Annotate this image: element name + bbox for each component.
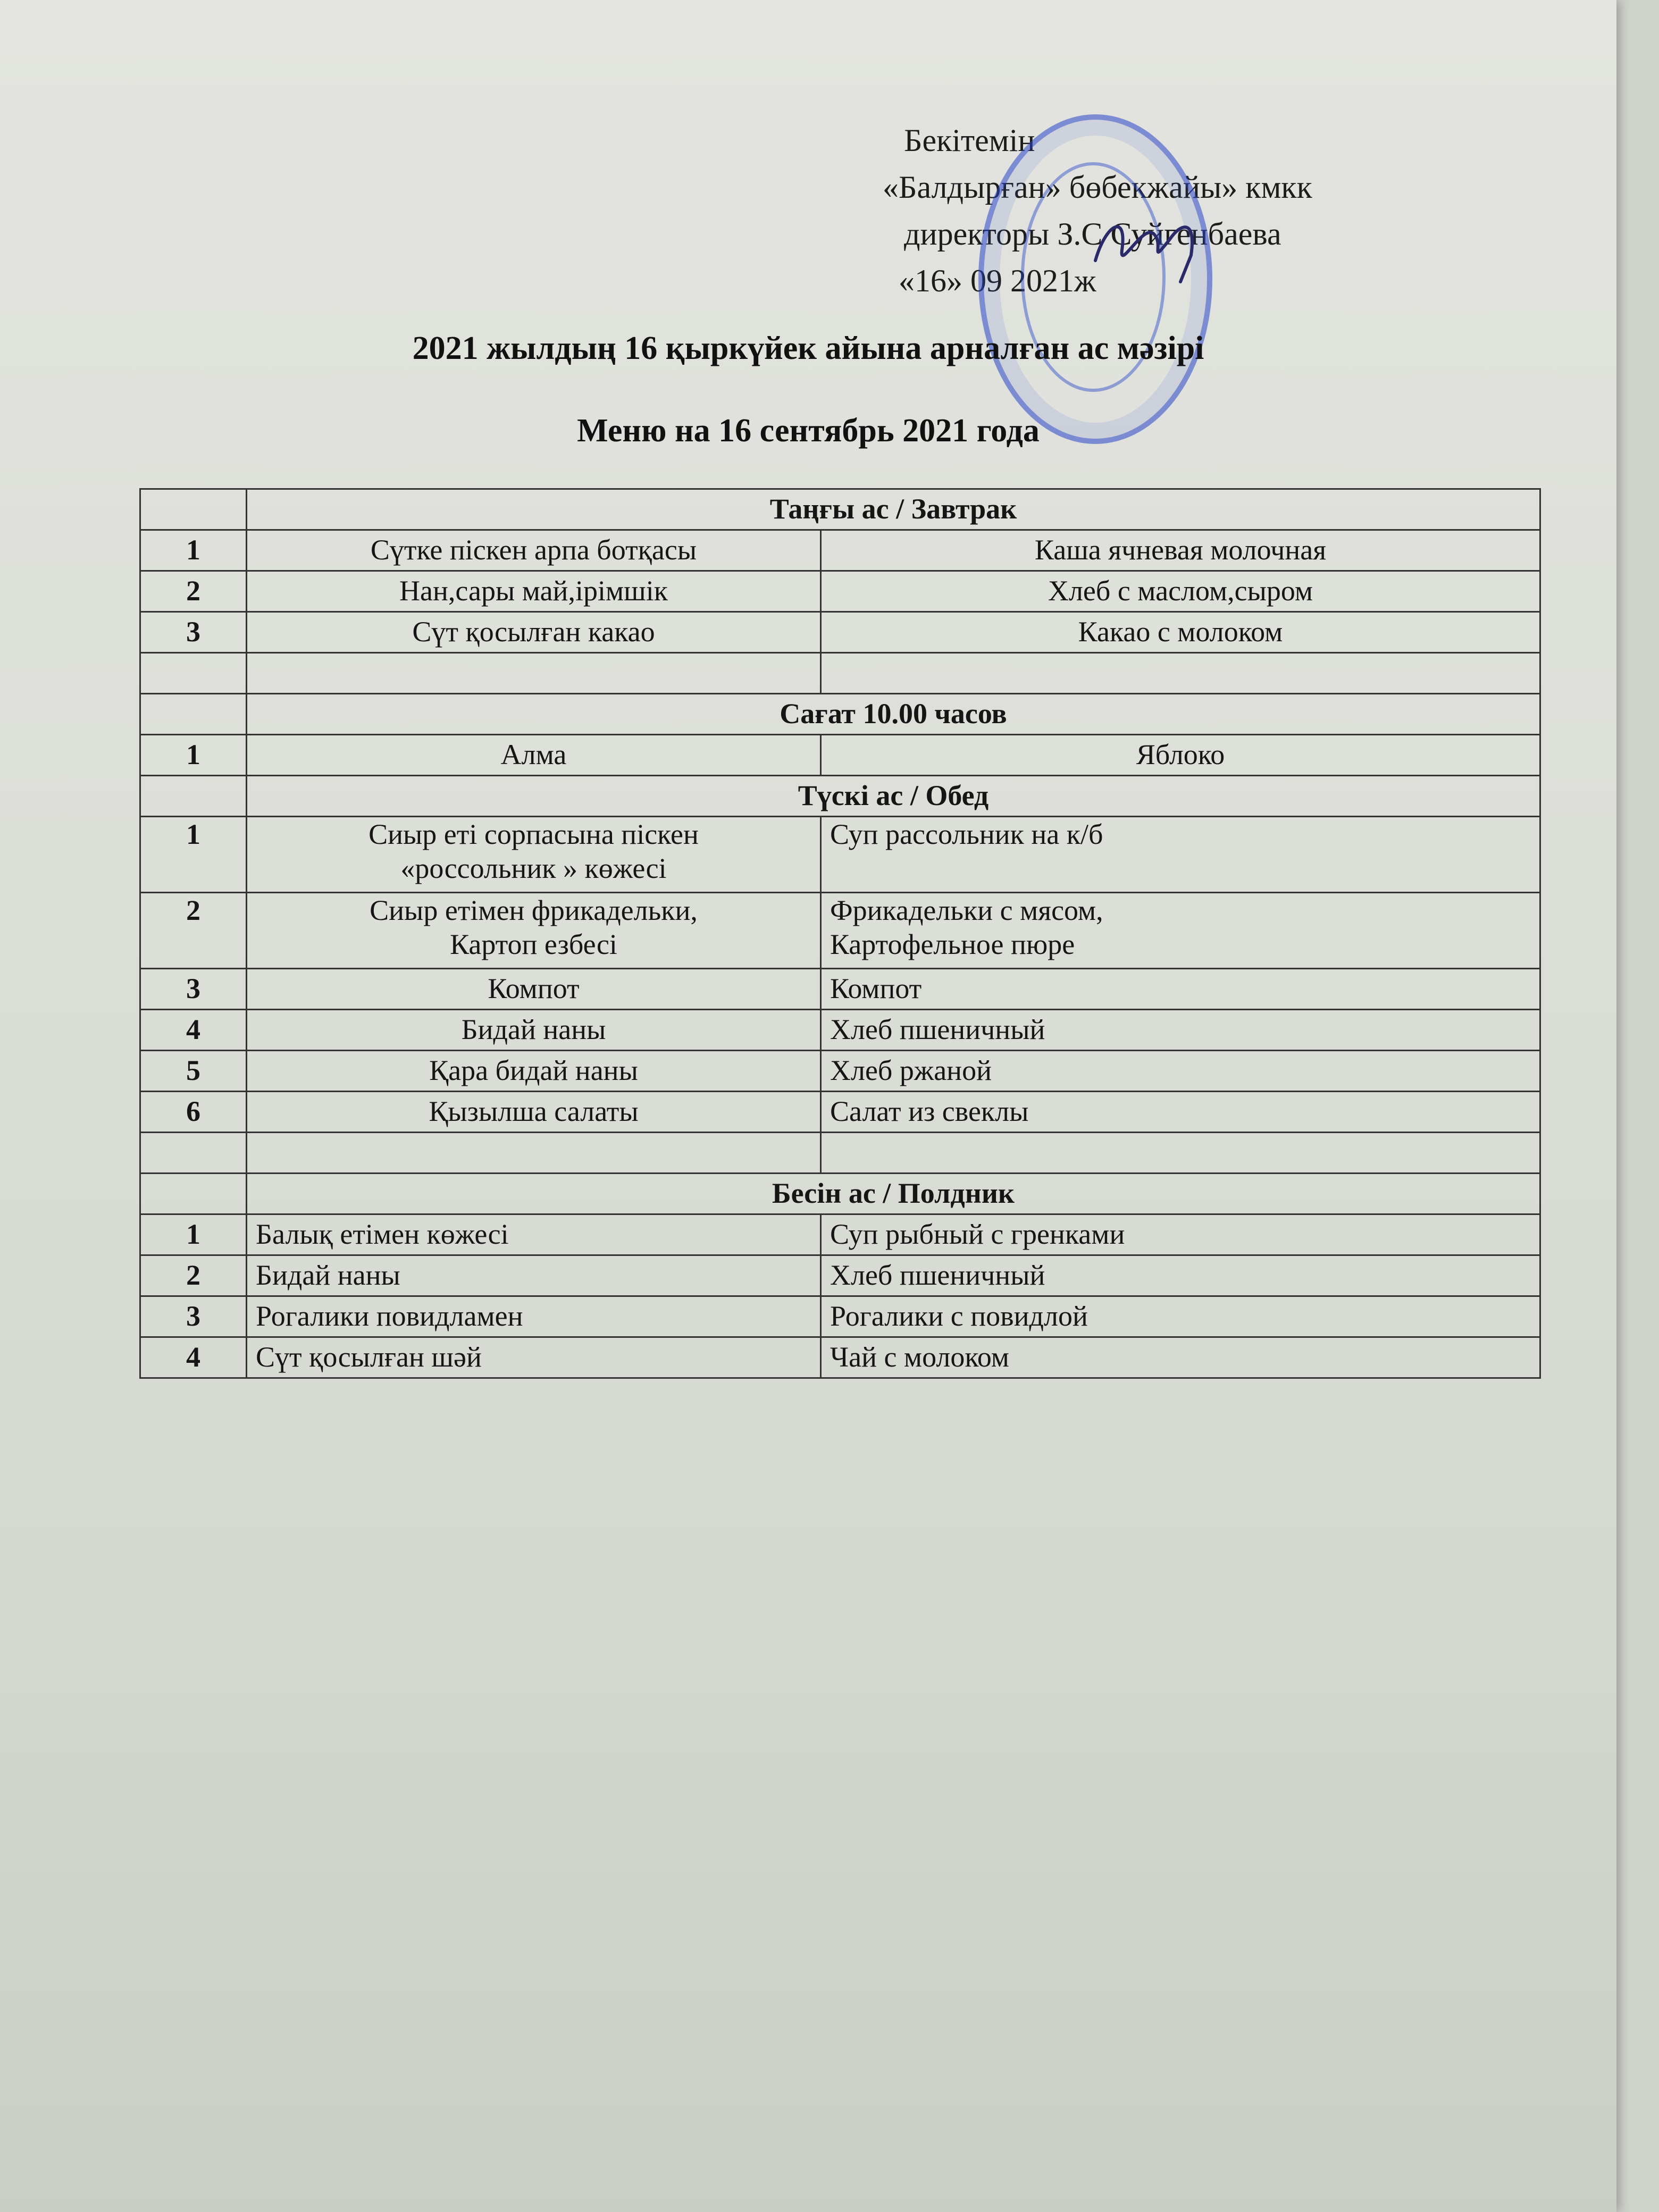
row-number: 1 [140,817,247,893]
dish-ru: Чай с молоком [821,1337,1540,1378]
row-number: 2 [140,1255,247,1296]
table-row [140,1051,1540,1092]
row-number: 2 [140,571,247,612]
menu-table [139,488,1541,1379]
table-row [140,1337,1540,1378]
approval-line-4: «16» 09 2021ж [899,263,1096,298]
dish-kz: Қызылша салаты [247,1092,821,1133]
section-title: Бесін ас / Полдник [247,1174,1540,1214]
dish-ru: Хлеб с маслом,сыром [821,571,1540,612]
dish-ru: Какао с молоком [821,612,1540,653]
section-title: Түскі ас / Обед [247,776,1540,817]
dish-kz [247,817,821,893]
row-number: 3 [140,1296,247,1337]
row-number: 2 [140,893,247,969]
dish-ru: Компот [821,969,1540,1010]
dish-kz [247,893,821,969]
dish-ru [821,817,1540,893]
row-number: 5 [140,1051,247,1092]
section-title: Сағат 10.00 часов [247,694,1540,735]
dish-kz: Сүтке піскен арпа ботқасы [247,530,821,571]
dish-kz: Компот [247,969,821,1010]
dish-kz-line1: Сиыр еті сорпасына піскен [368,818,699,850]
row-number: 6 [140,1092,247,1133]
title-russian: Меню на 16 сентябрь 2021 года [577,413,1040,449]
approval-line-3: директоры З.С Суйгенбаева [904,216,1281,252]
dish-ru-line1: Суп рассольник на к/б [830,818,1103,850]
dish-kz: Рогалики повидламен [247,1296,821,1337]
title-kazakh: 2021 жылдың 16 қыркүйек айына арналған ас мәзірі [412,330,1204,366]
table-row [140,893,1540,969]
table-row [140,817,1540,893]
table-row [140,612,1540,653]
dish-kz: Сүт қосылған какао [247,612,821,653]
table-row [140,969,1540,1010]
section-header-breakfast [140,489,1540,530]
row-number: 4 [140,1337,247,1378]
row-number: 1 [140,1214,247,1255]
dish-kz: Бидай наны [247,1255,821,1296]
section-header-afternoon [140,1174,1540,1214]
row-number: 1 [140,530,247,571]
section-header-snack [140,694,1540,735]
row-number: 3 [140,612,247,653]
dish-ru-line1: Фрикадельки с мясом, [830,894,1103,926]
approval-line-1: Бекітемін [904,123,1035,158]
row-number: 1 [140,735,247,776]
dish-kz: Сүт қосылған шәй [247,1337,821,1378]
dish-kz-line1: Сиыр етімен фрикадельки, [370,894,698,926]
dish-ru-line2: Картофельное пюре [830,928,1075,960]
dish-ru: Суп рыбный с гренками [821,1214,1540,1255]
section-header-lunch [140,776,1540,817]
empty-row [140,653,1540,694]
table-row [140,735,1540,776]
table-row [140,571,1540,612]
empty-row [140,1133,1540,1174]
row-number: 4 [140,1010,247,1051]
row-number: 3 [140,969,247,1010]
dish-kz: Балық етімен көжесі [247,1214,821,1255]
dish-kz: Нан,сары май,ірімшік [247,571,821,612]
approval-line-2: «Балдырған» бөбекжайы» кмкк [883,170,1312,205]
dish-kz: Қара бидай наны [247,1051,821,1092]
table-row [140,1296,1540,1337]
table-row [140,1092,1540,1133]
dish-ru: Каша ячневая молочная [821,530,1540,571]
table-row [140,1010,1540,1051]
table-row [140,1214,1540,1255]
dish-ru: Яблоко [821,735,1540,776]
dish-ru: Хлеб ржаной [821,1051,1540,1092]
dish-ru: Рогалики с повидлой [821,1296,1540,1337]
dish-ru [821,893,1540,969]
table-row [140,530,1540,571]
dish-ru: Хлеб пшеничный [821,1010,1540,1051]
signature [1090,202,1212,287]
table-row [140,1255,1540,1296]
dish-ru: Салат из свеклы [821,1092,1540,1133]
dish-kz: Бидай наны [247,1010,821,1051]
dish-kz-line2: «россольник » көжесі [400,852,667,884]
dish-kz: Алма [247,735,821,776]
dish-ru: Хлеб пшеничный [821,1255,1540,1296]
section-title: Таңғы ас / Завтрак [247,489,1540,530]
dish-kz-line2: Картоп езбесі [450,928,617,960]
